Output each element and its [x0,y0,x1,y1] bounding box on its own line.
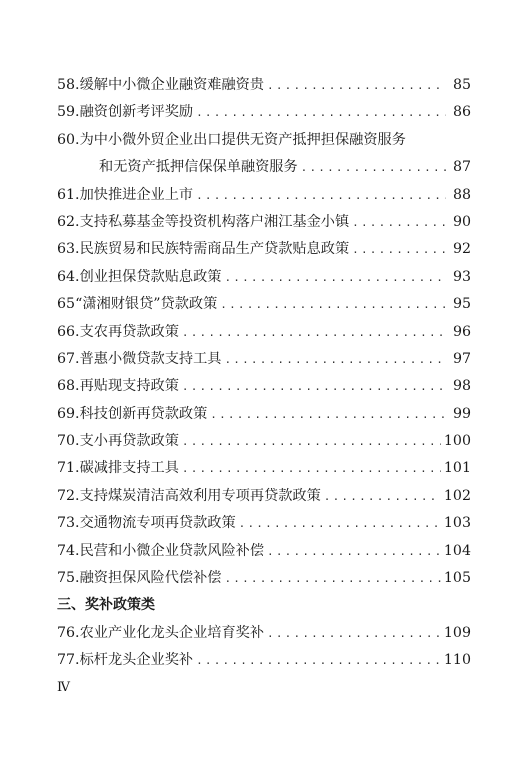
entry-title: 支持私募基金等投资机构落户湘江基金小镇 [79,213,350,230]
toc-entry[interactable] [57,483,471,510]
dot-leader [239,510,441,537]
dot-leader [224,346,446,373]
entry-number: 65 [57,296,76,313]
dot-leader [324,483,441,510]
entry-number: 70. [57,433,80,450]
entry-page: 102 [443,487,471,504]
toc-entry[interactable] [57,565,471,592]
entry-title: 普惠小微贷款支持工具 [79,350,222,367]
entry-page: 90 [452,213,471,230]
toc-entry[interactable] [57,620,471,647]
entry-number: 69. [57,405,80,422]
entry-title: 农业产业化龙头企业培育奖补 [79,624,265,641]
entry-page: 87 [452,159,471,176]
entry-number: 67. [57,350,80,367]
entry-title: 交通物流专项再贷款政策 [79,515,236,532]
entry-number: 62. [57,213,80,230]
entry-page: 97 [452,350,471,367]
entry-title: 加快推进企业上市 [79,186,194,203]
entry-page: 98 [452,378,471,395]
entry-title: 支农再贷款政策 [79,323,179,340]
toc-entry[interactable] [57,209,471,236]
dot-leader [267,538,441,565]
entry-number: 59. [57,104,80,121]
entry-title: 支持煤炭清洁高效利用专项再贷款政策 [79,487,321,504]
entry-title: 支小再贷款政策 [79,433,179,450]
dot-leader [220,291,446,318]
entry-page: 95 [452,296,471,313]
section-heading-text: 三、奖补政策类 [57,597,155,614]
entry-page: 93 [452,268,471,285]
toc-entry[interactable] [57,291,471,318]
dot-leader [352,236,446,263]
dot-leader [182,455,441,482]
toc-entry[interactable] [57,127,471,154]
toc-entry[interactable] [57,346,471,373]
entry-page: 101 [443,460,471,477]
toc-entry[interactable] [57,401,471,428]
entry-page: 110 [443,652,471,669]
entry-number: 68. [57,378,80,395]
dot-leader [182,319,446,346]
section-heading[interactable] [57,592,471,619]
entry-title: 科技创新再贷款政策 [79,405,208,422]
dot-leader [210,401,446,428]
entry-page: 86 [452,104,471,121]
entry-page: 104 [443,542,471,559]
entry-page: 99 [452,405,471,422]
entry-number: 58. [57,77,80,93]
entry-title: “潇湘财银贷”贷款政策 [75,296,218,313]
toc-entry[interactable] [57,647,471,674]
toc-entry[interactable] [57,264,471,291]
entry-title: 民族贸易和民族特需商品生产贷款贴息政策 [79,241,350,258]
table-of-contents [57,72,471,675]
entry-number: 76. [57,624,80,641]
entry-number: 71. [57,460,80,477]
entry-page: 100 [443,433,471,450]
toc-entry[interactable] [57,455,471,482]
entry-title: 创业担保贷款贴息政策 [79,268,222,285]
entry-title: 缓解中小微企业融资难融资贵 [79,77,265,93]
dot-leader [267,72,446,99]
entry-number: 72. [57,487,80,504]
dot-leader [196,99,446,126]
entry-number: 66. [57,323,80,340]
entry-title: 为中小微外贸企业出口提供无资产抵押担保融资服务 [79,131,406,148]
entry-number: 77. [57,652,80,669]
entry-page: 85 [452,77,471,93]
page-number-footer: Ⅳ [57,680,70,695]
dot-leader [182,428,441,455]
entry-title: 民营和小微企业贷款风险补偿 [79,542,265,559]
entry-number: 64. [57,268,80,285]
toc-entry[interactable] [57,428,471,455]
dot-leader [196,182,446,209]
toc-entry[interactable] [57,182,471,209]
toc-entry[interactable] [57,236,471,263]
dot-leader [301,154,446,181]
toc-entry-continuation[interactable] [57,154,471,181]
toc-entry[interactable] [57,538,471,565]
entry-page: 103 [443,515,471,532]
toc-entry[interactable] [57,510,471,537]
toc-entry[interactable] [57,373,471,400]
entry-title: 融资担保风险代偿补偿 [79,570,222,587]
entry-number: 73. [57,515,80,532]
entry-number: 63. [57,241,80,258]
dot-leader [182,373,446,400]
entry-page: 88 [452,186,471,203]
dot-leader [352,209,446,236]
entry-title: 再贴现支持政策 [79,378,179,395]
entry-number: 60. [57,131,80,148]
toc-entry[interactable] [57,72,471,99]
dot-leader [224,264,446,291]
toc-entry[interactable] [57,319,471,346]
entry-number: 61. [57,186,80,203]
dot-leader [196,647,441,674]
entry-page: 92 [452,241,471,258]
entry-page: 96 [452,323,471,340]
toc-entry[interactable] [57,99,471,126]
entry-page: 109 [443,624,471,641]
entry-page: 105 [443,570,471,587]
dot-leader [224,565,440,592]
entry-number: 75. [57,570,80,587]
entry-number: 74. [57,542,80,559]
entry-title: 标杆龙头企业奖补 [79,652,194,669]
entry-title: 和无资产抵押信保保单融资服务 [99,159,298,176]
entry-title: 融资创新考评奖励 [79,104,194,121]
entry-title: 碳减排支持工具 [79,460,179,477]
dot-leader [267,620,441,647]
